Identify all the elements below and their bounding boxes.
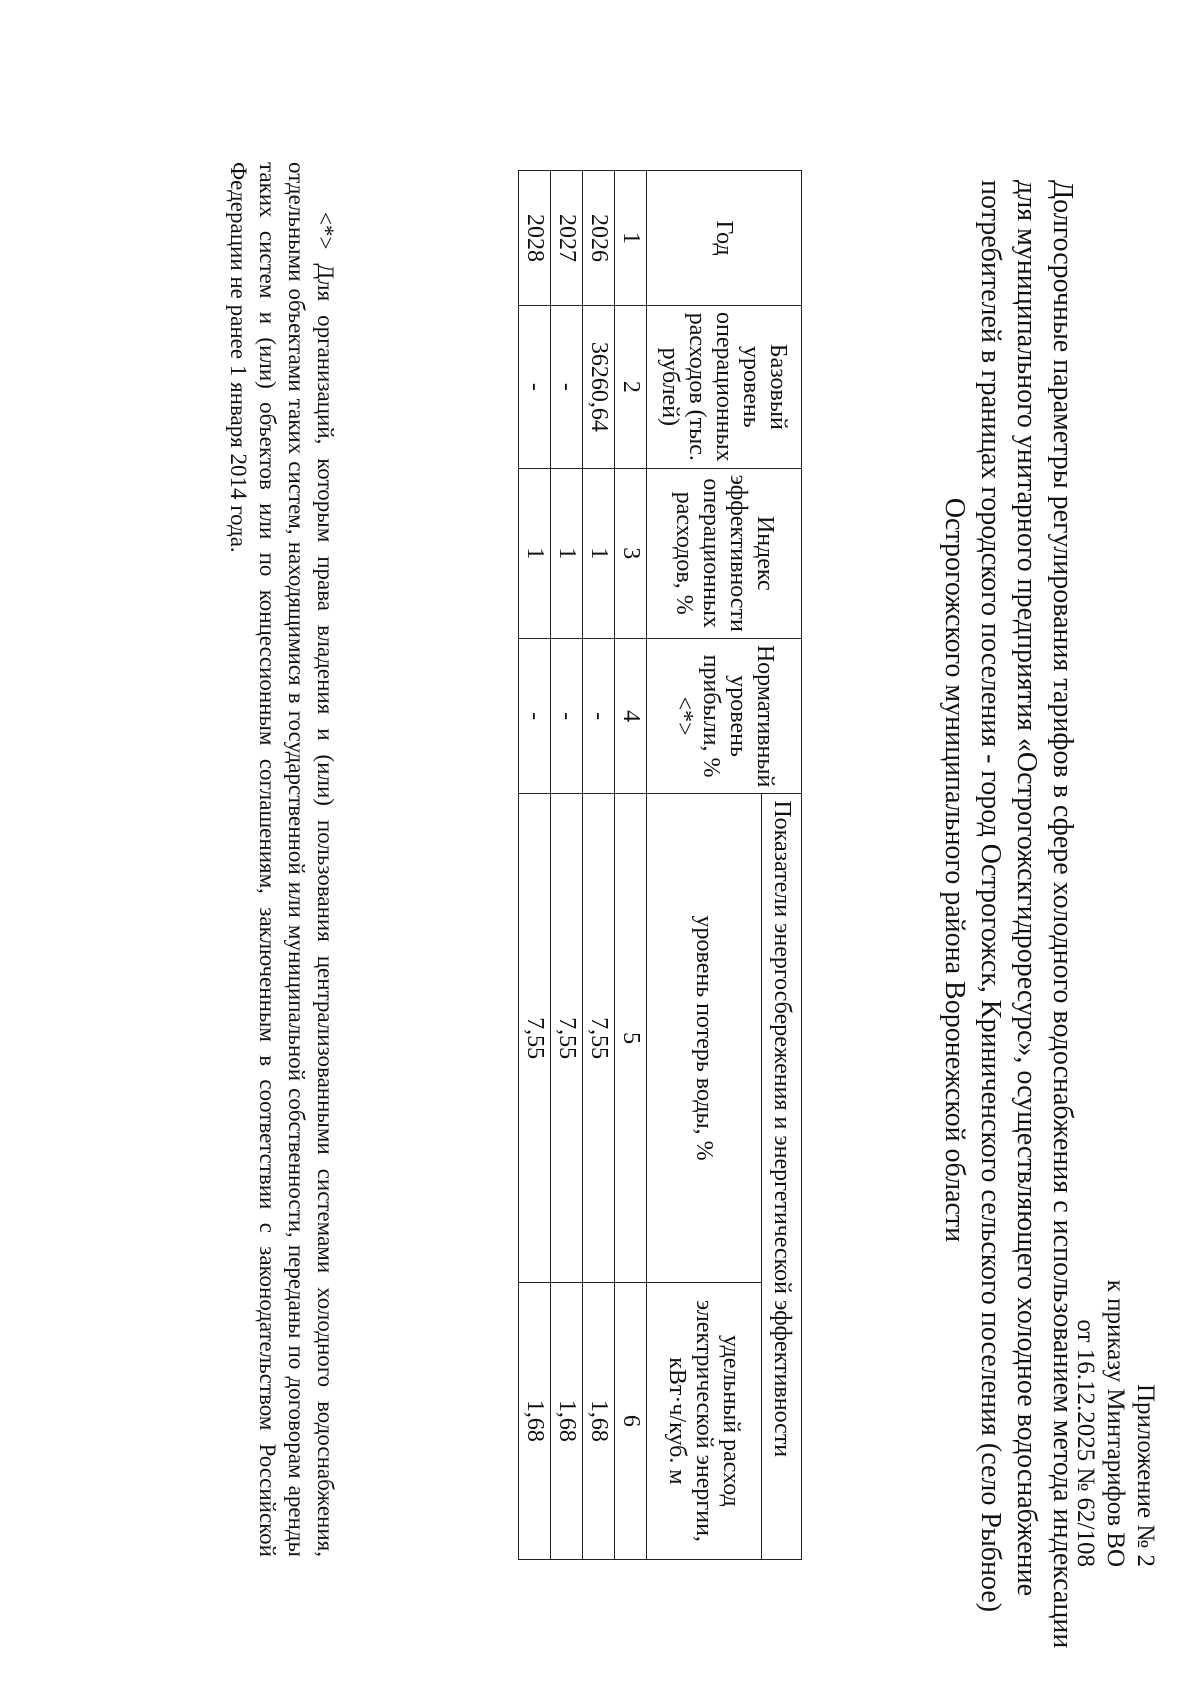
- cell-efficiency-index: 1: [519, 468, 551, 638]
- table-row-2028: [519, 171, 551, 1560]
- table-row-2026: [583, 171, 615, 1560]
- header-water-loss: уровень потерь воды, %: [647, 794, 762, 1282]
- cell-efficiency-index: 1: [583, 468, 615, 638]
- footnote-text: <*> Для организаций, которым права владения и (или) пользования централизованными системами холодного водоснабжения, отдельными объектами таких систем, находящимися в государственной или муниципальной собственности, переданы по договорам аренды таких систем и (или) объектов или по концессионным соглашениям, заключенным в соответствии с законодательством Российской Федерации не ранее 1 января 2014 года.: [226, 162, 338, 1557]
- cell-profit-level: -: [583, 638, 615, 794]
- cell-profit-level: -: [551, 638, 583, 794]
- footnote: [224, 162, 340, 1557]
- title-line-3: потребителей в границах городского поселения - город Острогожск, Криниченского сельского поселения (село Рыбное): [975, 180, 1006, 1613]
- order-date-number: от 16.12.2025 № 62/108: [1072, 1319, 1099, 1567]
- header-base-level: Базовый уровень операционных расходов (тыс. рублей): [647, 306, 802, 469]
- header-energy-group: Показатели энергосбережения и энергетической эффективности: [762, 794, 802, 1560]
- column-numbers-row: [615, 171, 647, 1560]
- cell-profit-level: -: [519, 638, 551, 794]
- cell-water-loss: 7,55: [583, 794, 615, 1282]
- table-row-2027: [551, 171, 583, 1560]
- title-line-2: для муниципального унитарного предприятия «Острогожскгидроресурс», осуществляющего холодное водоснабжение: [1011, 180, 1042, 1597]
- title-line-1: Долгосрочные параметры регулирования тарифов в сфере холодного водоснабжения с использованием метода индексации: [1047, 180, 1078, 1649]
- cell-year: 2028: [519, 171, 551, 306]
- document-title: [936, 180, 1080, 1649]
- column-number: 3: [615, 468, 647, 638]
- header-efficiency-index: Индекс эффективности операционных расходов, %: [647, 468, 802, 638]
- appendix-header: [1070, 1280, 1160, 1567]
- column-number: 6: [615, 1282, 647, 1559]
- appendix-number: Приложение № 2: [1132, 1383, 1159, 1567]
- cell-base-level: -: [551, 306, 583, 469]
- cell-base-level: -: [519, 306, 551, 469]
- title-line-4: Острогожского муниципального района Воронежской области: [939, 497, 970, 1243]
- cell-base-level: 36260,64: [583, 306, 615, 469]
- column-number: 5: [615, 794, 647, 1282]
- cell-year: 2027: [551, 171, 583, 306]
- cell-water-loss: 7,55: [519, 794, 551, 1282]
- cell-efficiency-index: 1: [551, 468, 583, 638]
- cell-year: 2026: [583, 171, 615, 306]
- header-electricity: удельный расход электрической энергии, кВт·ч/куб. м: [647, 1282, 762, 1559]
- cell-electricity: 1,68: [583, 1282, 615, 1559]
- column-number: 1: [615, 171, 647, 306]
- column-number: 4: [615, 638, 647, 794]
- header-year: Год: [647, 171, 802, 306]
- cell-electricity: 1,68: [519, 1282, 551, 1559]
- cell-water-loss: 7,55: [551, 794, 583, 1282]
- cell-electricity: 1,68: [551, 1282, 583, 1559]
- parameters-table: [518, 170, 802, 1560]
- column-number: 2: [615, 306, 647, 469]
- header-profit-level: Нормативный уровень прибыли, % <*>: [647, 638, 802, 794]
- order-reference: к приказу Минтарифов ВО: [1102, 1279, 1129, 1567]
